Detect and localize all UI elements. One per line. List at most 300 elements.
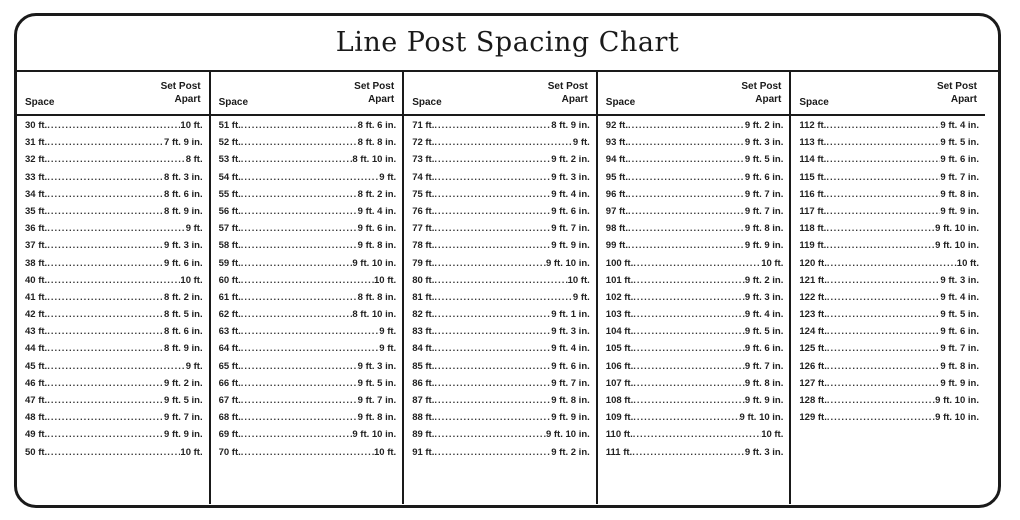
table-row bbox=[219, 189, 397, 206]
table-row bbox=[799, 120, 979, 137]
dot-leader bbox=[434, 154, 551, 165]
set-post-apart-value: 9 ft. 9 in. bbox=[551, 412, 590, 424]
dot-leader bbox=[241, 240, 358, 251]
set-post-apart-value: 9 ft. bbox=[379, 326, 397, 338]
dot-leader bbox=[47, 378, 164, 389]
table-row bbox=[25, 378, 203, 395]
space-value: 32 ft. bbox=[25, 154, 48, 166]
table-row bbox=[219, 447, 397, 464]
space-value: 112 ft. bbox=[799, 120, 827, 131]
table-row bbox=[219, 206, 397, 223]
chart-title: Line Post Spacing Chart bbox=[17, 16, 998, 72]
header-apart: Apart bbox=[174, 94, 201, 105]
header-apart: Apart bbox=[950, 94, 977, 105]
dot-leader bbox=[241, 120, 358, 131]
set-post-apart-value: 8 ft. 10 in. bbox=[352, 154, 397, 166]
set-post-apart-value: 9 ft. 6 in. bbox=[940, 326, 979, 338]
set-post-apart-value: 8 ft. 2 in. bbox=[357, 188, 397, 200]
table-row bbox=[25, 361, 203, 378]
space-value: 101 ft. bbox=[605, 274, 634, 286]
table-row bbox=[25, 154, 203, 171]
table-row bbox=[412, 172, 590, 189]
set-post-apart-value: 9 ft. 7 in. bbox=[164, 412, 203, 424]
table-row bbox=[219, 395, 397, 412]
dot-leader bbox=[633, 275, 745, 286]
set-post-apart-value: 9 ft. 7 in. bbox=[744, 188, 784, 200]
space-value: 114 ft. bbox=[799, 154, 827, 166]
dot-leader bbox=[434, 429, 546, 440]
table-row bbox=[25, 120, 203, 137]
dot-leader bbox=[827, 326, 941, 337]
space-value: 35 ft. bbox=[25, 205, 48, 217]
table-row bbox=[219, 309, 397, 326]
set-post-apart-value: 9 ft. 3 in. bbox=[551, 326, 590, 338]
set-post-apart-value: 9 ft. 10 in. bbox=[545, 257, 590, 269]
set-post-apart-value: 9 ft. 8 in. bbox=[744, 223, 784, 235]
table-row bbox=[412, 326, 590, 343]
table-row bbox=[25, 447, 203, 464]
dot-leader bbox=[434, 395, 551, 406]
table-row bbox=[219, 154, 397, 171]
space-value: 123 ft. bbox=[799, 309, 827, 321]
header-space-label: Space bbox=[605, 97, 636, 108]
table-row bbox=[219, 326, 397, 343]
header-set-post: Set Post bbox=[354, 81, 395, 92]
table-row bbox=[25, 326, 203, 343]
dot-leader bbox=[47, 206, 164, 217]
set-post-apart-value: 9 ft. 6 in. bbox=[551, 360, 590, 372]
set-post-apart-value: 9 ft. 8 in. bbox=[357, 412, 397, 424]
dot-leader bbox=[47, 361, 186, 372]
dot-leader bbox=[826, 137, 940, 148]
table-row bbox=[25, 309, 203, 326]
space-value: 83 ft. bbox=[412, 326, 435, 338]
set-post-apart-value: 8 ft. 9 in. bbox=[164, 343, 203, 355]
space-value: 56 ft. bbox=[218, 205, 241, 217]
dot-leader bbox=[628, 172, 745, 183]
table-row bbox=[219, 240, 397, 257]
set-post-apart-value: 9 ft. 9 in. bbox=[940, 205, 979, 217]
space-value: 31 ft. bbox=[25, 137, 48, 149]
table-row bbox=[219, 292, 397, 309]
space-value: 110 ft. bbox=[605, 429, 633, 441]
table-row bbox=[219, 258, 397, 275]
table-row bbox=[219, 137, 397, 154]
dot-leader bbox=[434, 326, 551, 337]
dot-leader bbox=[434, 206, 551, 217]
header-set-post: Set Post bbox=[547, 81, 588, 92]
set-post-apart-value: 9 ft. 4 in. bbox=[744, 309, 784, 321]
table-row bbox=[412, 378, 590, 395]
chart-column bbox=[17, 72, 211, 504]
set-post-apart-value: 10 ft. bbox=[761, 429, 784, 441]
set-post-apart-value: 9 ft. 8 in. bbox=[940, 360, 979, 372]
table-row bbox=[412, 137, 590, 154]
set-post-apart-value: 9 ft. 3 in. bbox=[551, 171, 590, 183]
table-row bbox=[412, 309, 590, 326]
dot-leader bbox=[826, 172, 940, 183]
space-value: 122 ft. bbox=[799, 291, 827, 303]
space-value: 63 ft. bbox=[218, 326, 241, 338]
column-header bbox=[791, 72, 985, 116]
space-value: 76 ft. bbox=[412, 205, 435, 217]
space-value: 78 ft. bbox=[412, 240, 435, 252]
table-row bbox=[799, 172, 979, 189]
table-row bbox=[606, 292, 784, 309]
dot-leader bbox=[628, 189, 745, 200]
table-row bbox=[799, 223, 979, 240]
table-row bbox=[606, 395, 784, 412]
column-rows bbox=[606, 116, 784, 464]
set-post-apart-value: 9 ft. 4 in. bbox=[940, 291, 979, 303]
dot-leader bbox=[434, 292, 573, 303]
table-row bbox=[799, 154, 979, 171]
space-value: 59 ft. bbox=[218, 257, 241, 269]
set-post-apart-value: 9 ft. 10 in. bbox=[935, 223, 979, 235]
table-row bbox=[606, 412, 784, 429]
dot-leader bbox=[241, 275, 374, 286]
dot-leader bbox=[434, 447, 551, 458]
dot-leader bbox=[47, 154, 186, 165]
table-row bbox=[25, 412, 203, 429]
table-row bbox=[412, 292, 590, 309]
space-value: 70 ft. bbox=[218, 446, 241, 458]
space-value: 94 ft. bbox=[605, 154, 628, 166]
dot-leader bbox=[827, 395, 935, 406]
column-rows bbox=[799, 116, 979, 429]
space-value: 120 ft. bbox=[799, 257, 827, 269]
table-row bbox=[799, 309, 979, 326]
table-row bbox=[412, 223, 590, 240]
set-post-apart-value: 9 ft. 3 in. bbox=[357, 360, 397, 372]
set-post-apart-value: 9 ft. 10 in. bbox=[935, 412, 979, 424]
dot-leader bbox=[434, 258, 546, 269]
dot-leader bbox=[241, 172, 380, 183]
space-value: 100 ft. bbox=[605, 257, 634, 269]
set-post-apart-value: 9 ft. 3 in. bbox=[744, 137, 784, 149]
dot-leader bbox=[241, 361, 358, 372]
dot-leader bbox=[434, 309, 551, 320]
set-post-apart-value: 9 ft. bbox=[572, 137, 590, 149]
header-set-post-apart-label bbox=[741, 80, 781, 106]
space-value: 43 ft. bbox=[25, 326, 48, 338]
table-row bbox=[799, 326, 979, 343]
table-row bbox=[799, 395, 979, 412]
space-value: 75 ft. bbox=[412, 188, 435, 200]
space-value: 69 ft. bbox=[218, 429, 241, 441]
space-value: 91 ft. bbox=[412, 446, 435, 458]
header-apart: Apart bbox=[368, 94, 395, 105]
table-row bbox=[25, 275, 203, 292]
set-post-apart-value: 9 ft. 6 in. bbox=[744, 171, 784, 183]
space-value: 87 ft. bbox=[412, 395, 435, 406]
dot-leader bbox=[241, 223, 358, 234]
dot-leader bbox=[434, 223, 551, 234]
space-value: 53 ft. bbox=[218, 154, 241, 166]
space-value: 129 ft. bbox=[799, 412, 827, 424]
table-row bbox=[25, 258, 203, 275]
dot-leader bbox=[827, 412, 935, 423]
table-row bbox=[412, 429, 590, 446]
table-row bbox=[606, 240, 784, 257]
set-post-apart-value: 10 ft. bbox=[180, 274, 203, 286]
dot-leader bbox=[826, 240, 935, 251]
set-post-apart-value: 9 ft. 7 in. bbox=[744, 360, 784, 372]
dot-leader bbox=[434, 120, 551, 131]
space-value: 36 ft. bbox=[25, 223, 48, 235]
dot-leader bbox=[826, 154, 940, 165]
header-set-post-apart-label bbox=[161, 80, 201, 106]
set-post-apart-value: 9 ft. 7 in. bbox=[940, 171, 979, 183]
set-post-apart-value: 9 ft. 4 in. bbox=[551, 343, 590, 355]
space-value: 95 ft. bbox=[605, 171, 628, 183]
space-value: 57 ft. bbox=[218, 223, 241, 235]
space-value: 103 ft. bbox=[605, 309, 634, 321]
set-post-apart-value: 8 ft. 9 in. bbox=[164, 205, 203, 217]
set-post-apart-value: 9 ft. bbox=[185, 360, 203, 372]
set-post-apart-value: 9 ft. 10 in. bbox=[352, 429, 397, 441]
dot-leader bbox=[47, 447, 180, 458]
dot-leader bbox=[628, 154, 745, 165]
space-value: 82 ft. bbox=[412, 309, 435, 321]
space-value: 48 ft. bbox=[25, 412, 48, 424]
set-post-apart-value: 8 ft. bbox=[185, 154, 203, 166]
dot-leader bbox=[633, 378, 745, 389]
set-post-apart-value: 9 ft. 5 in. bbox=[940, 137, 979, 149]
table-row bbox=[219, 343, 397, 360]
dot-leader bbox=[633, 326, 745, 337]
space-value: 85 ft. bbox=[412, 360, 435, 372]
space-value: 71 ft. bbox=[412, 120, 435, 131]
set-post-apart-value: 9 ft. 3 in. bbox=[164, 240, 203, 252]
table-row bbox=[799, 412, 979, 429]
table-row bbox=[412, 206, 590, 223]
table-row bbox=[799, 361, 979, 378]
dot-leader bbox=[628, 120, 745, 131]
table-row bbox=[799, 258, 979, 275]
dot-leader bbox=[434, 361, 551, 372]
set-post-apart-value: 9 ft. 8 in. bbox=[357, 240, 397, 252]
space-value: 72 ft. bbox=[412, 137, 435, 149]
column-header bbox=[17, 72, 209, 116]
set-post-apart-value: 9 ft. 5 in. bbox=[357, 377, 397, 389]
set-post-apart-value: 9 ft. 6 in. bbox=[551, 205, 590, 217]
space-value: 84 ft. bbox=[412, 343, 435, 355]
dot-leader bbox=[633, 309, 745, 320]
space-value: 98 ft. bbox=[605, 223, 628, 235]
dot-leader bbox=[633, 292, 745, 303]
table-row bbox=[219, 172, 397, 189]
space-value: 33 ft. bbox=[25, 171, 48, 183]
dot-leader bbox=[628, 137, 745, 148]
dot-leader bbox=[632, 447, 745, 458]
space-value: 80 ft. bbox=[412, 274, 435, 286]
set-post-apart-value: 8 ft. 2 in. bbox=[164, 291, 203, 303]
table-row bbox=[25, 206, 203, 223]
dot-leader bbox=[628, 206, 745, 217]
dot-leader bbox=[241, 447, 374, 458]
set-post-apart-value: 9 ft. 3 in. bbox=[744, 446, 784, 458]
table-row bbox=[799, 189, 979, 206]
space-value: 86 ft. bbox=[412, 377, 435, 389]
dot-leader bbox=[827, 275, 941, 286]
set-post-apart-value: 9 ft. bbox=[379, 343, 397, 355]
set-post-apart-value: 10 ft. bbox=[956, 257, 979, 269]
space-value: 49 ft. bbox=[25, 429, 48, 441]
set-post-apart-value: 9 ft. 1 in. bbox=[551, 309, 590, 321]
header-set-post-apart-label bbox=[354, 80, 394, 106]
space-value: 73 ft. bbox=[412, 154, 435, 166]
dot-leader bbox=[241, 292, 358, 303]
header-set-post: Set Post bbox=[160, 81, 201, 92]
dot-leader bbox=[241, 206, 358, 217]
set-post-apart-value: 9 ft. 8 in. bbox=[744, 377, 784, 389]
space-value: 68 ft. bbox=[218, 412, 241, 424]
table-row bbox=[606, 223, 784, 240]
table-row bbox=[606, 137, 784, 154]
dot-leader bbox=[47, 172, 164, 183]
set-post-apart-value: 10 ft. bbox=[374, 446, 397, 458]
table-row bbox=[606, 378, 784, 395]
space-value: 50 ft. bbox=[25, 446, 48, 458]
table-row bbox=[412, 412, 590, 429]
dot-leader bbox=[633, 429, 761, 440]
table-row bbox=[606, 326, 784, 343]
table-row bbox=[412, 120, 590, 137]
set-post-apart-value: 9 ft. 6 in. bbox=[940, 154, 979, 166]
dot-leader bbox=[47, 429, 164, 440]
table-row bbox=[412, 258, 590, 275]
header-set-post-apart-label bbox=[548, 80, 588, 106]
set-post-apart-value: 8 ft. 5 in. bbox=[164, 309, 203, 321]
dot-leader bbox=[241, 343, 380, 354]
dot-leader bbox=[241, 412, 358, 423]
set-post-apart-value: 9 ft. 9 in. bbox=[164, 429, 203, 441]
spacing-chart-card bbox=[14, 13, 1001, 508]
space-value: 62 ft. bbox=[218, 309, 241, 321]
table-row bbox=[412, 447, 590, 464]
dot-leader bbox=[633, 343, 745, 354]
set-post-apart-value: 9 ft. 2 in. bbox=[744, 274, 784, 286]
space-value: 107 ft. bbox=[605, 377, 634, 389]
set-post-apart-value: 9 ft. 9 in. bbox=[551, 240, 590, 252]
chart-columns bbox=[17, 72, 998, 504]
dot-leader bbox=[241, 137, 358, 148]
table-row bbox=[25, 137, 203, 154]
chart-column bbox=[791, 72, 985, 504]
set-post-apart-value: 9 ft. bbox=[572, 291, 590, 303]
space-value: 74 ft. bbox=[412, 171, 435, 183]
set-post-apart-value: 9 ft. 9 in. bbox=[940, 377, 979, 389]
set-post-apart-value: 9 ft. 8 in. bbox=[940, 188, 979, 200]
space-value: 96 ft. bbox=[605, 188, 628, 200]
set-post-apart-value: 9 ft. 7 in. bbox=[744, 205, 784, 217]
space-value: 30 ft. bbox=[25, 120, 48, 131]
chart-column bbox=[404, 72, 598, 504]
space-value: 126 ft. bbox=[799, 360, 827, 372]
set-post-apart-value: 9 ft. 5 in. bbox=[164, 395, 203, 406]
set-post-apart-value: 9 ft. bbox=[379, 171, 397, 183]
set-post-apart-value: 8 ft. 10 in. bbox=[352, 309, 397, 321]
space-value: 60 ft. bbox=[218, 274, 241, 286]
table-row bbox=[25, 343, 203, 360]
dot-leader bbox=[47, 258, 164, 269]
set-post-apart-value: 9 ft. 10 in. bbox=[935, 240, 979, 252]
table-row bbox=[799, 292, 979, 309]
dot-leader bbox=[633, 412, 739, 423]
space-value: 61 ft. bbox=[218, 291, 241, 303]
set-post-apart-value: 8 ft. 9 in. bbox=[551, 120, 590, 131]
set-post-apart-value: 9 ft. 7 in. bbox=[551, 223, 590, 235]
dot-leader bbox=[241, 395, 358, 406]
dot-leader bbox=[47, 292, 164, 303]
table-row bbox=[412, 189, 590, 206]
column-rows bbox=[25, 116, 203, 464]
header-space-label: Space bbox=[218, 97, 249, 108]
dot-leader bbox=[434, 275, 567, 286]
set-post-apart-value: 9 ft. 4 in. bbox=[551, 188, 590, 200]
header-apart: Apart bbox=[561, 94, 588, 105]
table-row bbox=[799, 206, 979, 223]
header-set-post-apart-label bbox=[937, 80, 977, 106]
set-post-apart-value: 8 ft. 3 in. bbox=[164, 171, 203, 183]
dot-leader bbox=[633, 361, 745, 372]
table-row bbox=[606, 258, 784, 275]
table-row bbox=[606, 275, 784, 292]
table-row bbox=[606, 361, 784, 378]
table-row bbox=[799, 275, 979, 292]
set-post-apart-value: 7 ft. 9 in. bbox=[164, 137, 203, 149]
space-value: 113 ft. bbox=[799, 137, 827, 149]
set-post-apart-value: 9 ft. 5 in. bbox=[744, 326, 784, 338]
set-post-apart-value: 9 ft. 3 in. bbox=[940, 274, 979, 286]
set-post-apart-value: 8 ft. 6 in. bbox=[164, 188, 203, 200]
set-post-apart-value: 9 ft. 10 in. bbox=[545, 429, 590, 441]
dot-leader bbox=[434, 189, 551, 200]
space-value: 81 ft. bbox=[412, 291, 435, 303]
dot-leader bbox=[47, 275, 180, 286]
space-value: 105 ft. bbox=[605, 343, 634, 355]
dot-leader bbox=[241, 429, 353, 440]
dot-leader bbox=[628, 240, 745, 251]
set-post-apart-value: 10 ft. bbox=[180, 120, 203, 131]
column-rows bbox=[219, 116, 397, 464]
space-value: 79 ft. bbox=[412, 257, 435, 269]
table-row bbox=[606, 309, 784, 326]
table-row bbox=[606, 154, 784, 171]
set-post-apart-value: 9 ft. 7 in. bbox=[551, 377, 590, 389]
space-value: 99 ft. bbox=[605, 240, 628, 252]
dot-leader bbox=[827, 258, 957, 269]
set-post-apart-value: 10 ft. bbox=[180, 446, 203, 458]
table-row bbox=[606, 206, 784, 223]
space-value: 88 ft. bbox=[412, 412, 435, 424]
space-value: 47 ft. bbox=[25, 395, 48, 406]
space-value: 116 ft. bbox=[799, 188, 827, 200]
header-set-post: Set Post bbox=[741, 81, 782, 92]
table-row bbox=[606, 429, 784, 446]
table-row bbox=[412, 275, 590, 292]
space-value: 55 ft. bbox=[218, 188, 241, 200]
set-post-apart-value: 8 ft. 6 in. bbox=[357, 120, 397, 131]
space-value: 41 ft. bbox=[25, 291, 48, 303]
table-row bbox=[799, 343, 979, 360]
dot-leader bbox=[47, 189, 164, 200]
space-value: 45 ft. bbox=[25, 360, 48, 372]
set-post-apart-value: 9 ft. 7 in. bbox=[940, 343, 979, 355]
set-post-apart-value: 10 ft. bbox=[567, 274, 590, 286]
space-value: 93 ft. bbox=[605, 137, 628, 149]
